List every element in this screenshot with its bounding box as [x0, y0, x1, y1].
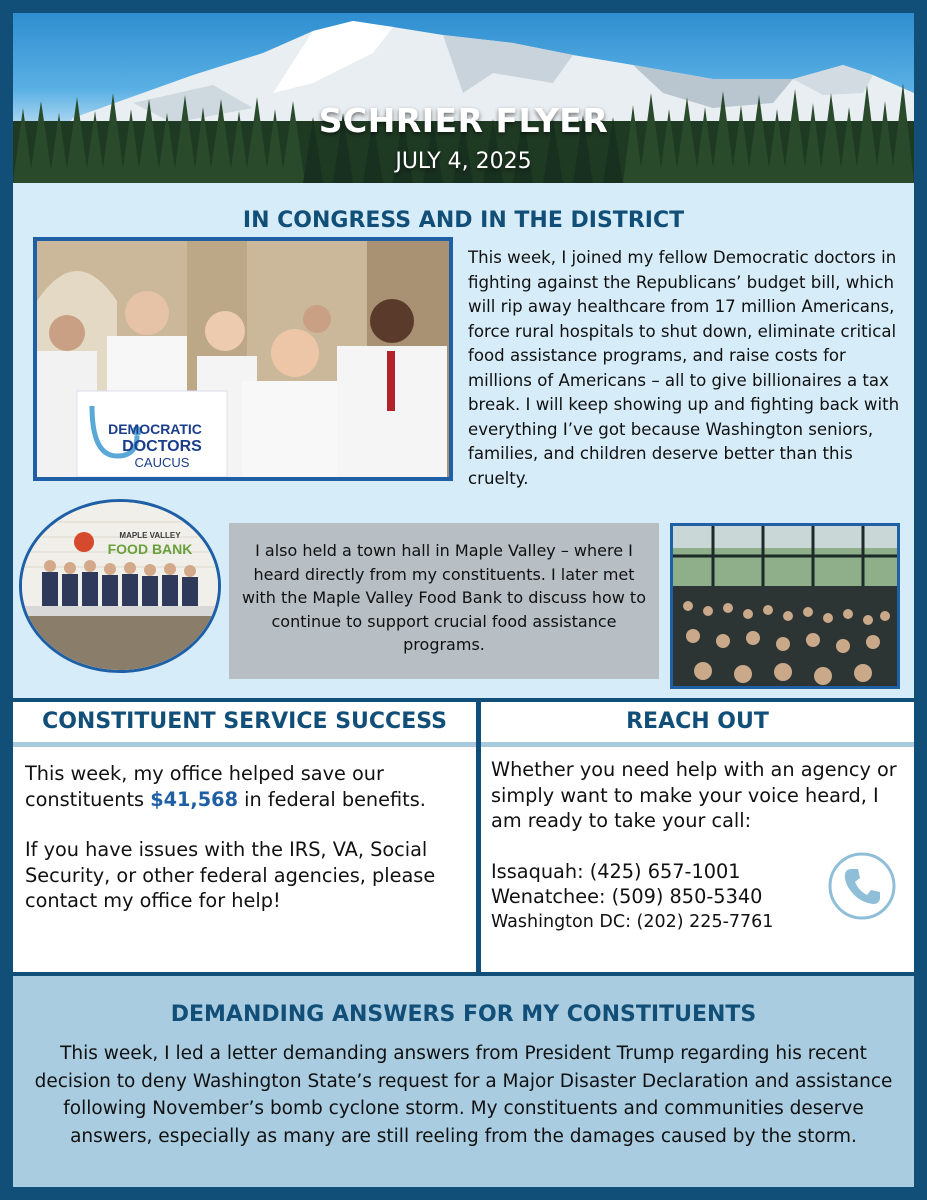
service-text-after: in federal benefits.	[238, 787, 426, 811]
service-title-band	[13, 742, 476, 747]
newsletter-title: SCHRIER FLYER	[318, 101, 609, 140]
service-help-text: If you have issues with the IRS, VA, Social Security, or other federal agencies, please contact my office for help!	[25, 838, 436, 912]
food-bank-photo	[19, 499, 221, 673]
doctors-caucus-photo	[33, 237, 453, 481]
answers-section	[13, 976, 914, 1187]
answers-section-title: DEMANDING ANSWERS FOR MY CONSTITUENTS	[170, 1002, 757, 1027]
food-bank-sign-top: MAPLE VALLEY	[119, 531, 181, 540]
answers-body: This week, I led a letter demanding answers from President Trump regarding his recent decision to deny Washington State’s request for a Major Disaster Declaration and assistance following November’s bomb cyclone storm. My constituents and communities deserve answers, especially as many are still reeling from the damages caused by the storm.	[34, 1043, 893, 1147]
service-amount: $41,568	[150, 787, 239, 811]
sign-line2: DOCTORS	[122, 438, 202, 455]
food-bank-sign-bottom: FOOD BANK	[107, 541, 193, 557]
congress-body-text: This week, I joined my fellow Democratic doctors in fighting against the Republicans’ budget bill, which will rip away healthcare from 17 million Americans, force rural hospitals to shut down, eliminate critical food assistance programs, and raise costs for millions of Americans – all to give billionaires a tax break. I will keep showing up and fighting back with everything I’ve got because Washington seniors, families, and children deserve better than this cruelty.	[468, 248, 900, 488]
flyer-page	[13, 13, 914, 1187]
town-hall-photo	[670, 523, 900, 689]
newsletter-date: JULY 4, 2025	[395, 149, 532, 174]
service-body	[25, 761, 475, 914]
sign-line1: DEMOCRATIC	[108, 421, 202, 437]
town-hall-text-box	[229, 523, 659, 679]
sign-line3: CAUCUS	[134, 455, 190, 470]
phone-washington-dc: Washington DC: (202) 225-7761	[491, 911, 774, 932]
phone-wenatchee: Wenatchee: (509) 850-5340	[491, 885, 763, 908]
congress-section-title: IN CONGRESS AND IN THE DISTRICT	[242, 208, 685, 233]
service-section-title: CONSTITUENT SERVICE SUCCESS	[13, 702, 476, 742]
town-hall-text: I also held a town hall in Maple Valley – where I heard directly from my constituents. I later met with the Maple Valley Food Bank to discuss how to continue to support crucial food assistance programs.	[242, 541, 646, 654]
reach-title-band	[481, 742, 914, 747]
congress-section	[13, 183, 914, 698]
phone-issaquah: Issaquah: (425) 657-1001	[491, 859, 741, 883]
phone-icon	[827, 851, 897, 921]
header-banner	[13, 13, 914, 183]
service-text-before: This week, my office helped save our constituents	[25, 762, 384, 811]
reach-intro: Whether you need help with an agency or simply want to make your voice heard, I am ready to take your call:	[491, 758, 897, 832]
reach-section-title: REACH OUT	[481, 702, 914, 742]
